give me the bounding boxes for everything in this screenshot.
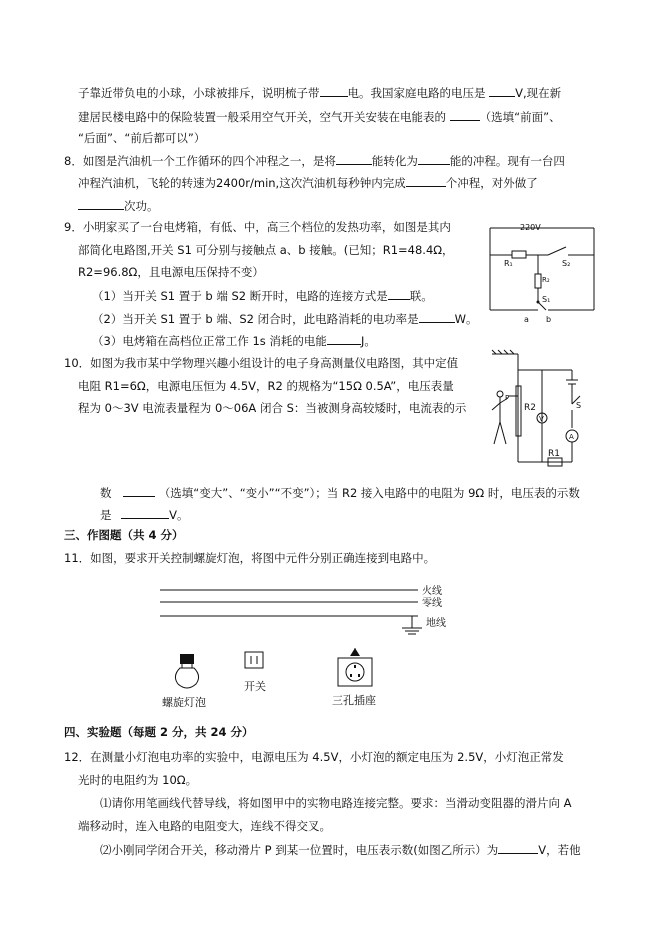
- question-9-part-2: （2）当开关 S1 置于 b 端、S2 闭合时，此电路消耗的电功率是 W。: [92, 312, 478, 326]
- fig9-voltage-label: 220V: [520, 223, 541, 232]
- question-11: 11．如图，要求开关控制螺旋灯泡，将图中元件分别正确连接到电路中。: [64, 551, 436, 565]
- switch-s1-pivot: [537, 301, 540, 304]
- fig9-b-label: b: [546, 315, 552, 324]
- neutral-wire-label: 零线: [422, 598, 442, 609]
- blank-energy: [327, 332, 361, 345]
- intro-line-1: 子靠近带负电的小球，小球被排斥，说明梳子带 电。我国家庭电路的电压是 V,现在新: [78, 86, 562, 100]
- blank-voltmeter-reading: [121, 506, 169, 519]
- household-wiring-diagram: [160, 580, 480, 710]
- fig10-r2-label: R2: [524, 403, 536, 413]
- ground-wire-label: 地线: [426, 618, 446, 629]
- fig9-s1-label: S₁: [542, 295, 551, 304]
- fig10-v-label: V: [539, 415, 544, 423]
- fig10-r1-label: R1: [548, 449, 560, 459]
- fig9-r2-label: R₂: [542, 276, 550, 284]
- question-12-part-1: ⑴请你用笔画线代替导线，将如图甲中的实物电路连接完整。要求：当滑动变阻器的滑片向 A: [100, 796, 572, 810]
- blank-energy-from: [336, 152, 372, 165]
- question-8-line-2: 冲程汽油机，飞轮的转速为2400r/min,这次汽油机每秒钟内完成 个冲程，对外做了: [78, 176, 538, 190]
- spiral-bulb-label: 螺旋灯泡: [162, 696, 206, 709]
- oven-circuit-diagram: [482, 218, 602, 326]
- section-4-heading: 四、实验题（每题 2 分，共 24 分）: [64, 725, 254, 739]
- question-9-line-3: R2=96.8Ω，且电源电压保持不变）: [78, 265, 264, 279]
- blank-home-voltage: [489, 84, 515, 97]
- blank-power: [419, 310, 455, 323]
- question-10-line-1: 10．如图为我市某中学物理兴趣小组设计的电子身高测量仪电路图，其中定值: [64, 356, 459, 370]
- question-12-part-1-cont: 端移动时，连入电路的电阻变大，连线不得交叉。: [78, 819, 331, 833]
- question-12-part-2: ⑵小刚同学闭合开关，移动滑片 P 到某一位置时，电压表示数(如图乙所示）为 V，若他: [100, 843, 581, 857]
- fig10-a-label: A: [569, 433, 574, 441]
- question-8-line-3: 次功。: [78, 197, 159, 214]
- blank-work-count: [78, 197, 124, 210]
- intro-line-2: 建居民楼电路中的保险装置一般采用空气开关，空气开关安装在电能表的 （选填“前面”、: [78, 110, 561, 124]
- question-10-line-5: 是 V。: [100, 508, 189, 522]
- intro-line-3: “后面”、“前后都可以”）: [78, 131, 206, 145]
- question-9-line-2: 部简化电路图,开关 S1 可分别与接触点 a、b 接触。(已知；R1=48.4Ω，: [78, 243, 454, 257]
- question-10-line-4: 数 （选填“变大”、“变小”“不变”）；当 R2 接入电路中的电阻为 9Ω 时，电压表的示数: [100, 486, 580, 500]
- question-9-part-3: （3）电烤箱在高档位正常工作 1s 消耗的电能 J。: [92, 334, 376, 348]
- fig9-s2-label: S₂: [562, 259, 571, 268]
- section-3-heading: 三、作图题（共 4 分）: [64, 528, 184, 542]
- question-12-line-1: 12．在测量小灯泡电功率的实验中，电源电压为 4.5V，小灯泡的额定电压为 2.5V，小灯泡正常发: [64, 750, 564, 764]
- blank-ammeter-change: [123, 484, 155, 497]
- blank-voltage-reading: [498, 841, 538, 854]
- question-8-line-1: 8．如图是汽油机一个工作循环的四个冲程之一，是将 能转化为 能的冲程。现有一台四: [64, 154, 565, 168]
- question-10-line-3: 程为 0～3V 电流表量程为 0～06A 闭合 S：当被测身高较矮时，电流表的示: [78, 401, 467, 415]
- blank-energy-to: [418, 152, 450, 165]
- question-9-line-1: 9．小明家买了一台电烤箱，有低、中，高三个档位的发热功率，如图是其内: [64, 220, 451, 234]
- question-9-part-1: （1）当开关 S1 置于 b 端 S2 断开时，电路的连接方式是 联。: [92, 289, 433, 303]
- fig9-r1-label: R₁: [504, 259, 513, 268]
- three-hole-socket-label: 三孔插座: [332, 694, 376, 707]
- blank-strokes: [406, 174, 446, 187]
- fig9-a-label: a: [524, 315, 529, 324]
- question-12-line-2: 光时的电阻约为 10Ω。: [78, 773, 198, 787]
- live-wire-label: 火线: [422, 586, 442, 597]
- height-meter-circuit: [488, 348, 598, 476]
- fig10-s-label: S: [576, 401, 582, 410]
- fig10-p-label: P: [505, 394, 510, 402]
- question-10-line-2: 电阻 R1=6Ω，电源电压恒为 4.5V，R2 的规格为“15Ω 0.5A”，电压表量: [78, 379, 454, 393]
- blank-charge-type: [320, 84, 348, 97]
- switch-label: 开关: [244, 680, 266, 693]
- blank-connection: [388, 287, 410, 300]
- blank-switch-position: [450, 108, 480, 121]
